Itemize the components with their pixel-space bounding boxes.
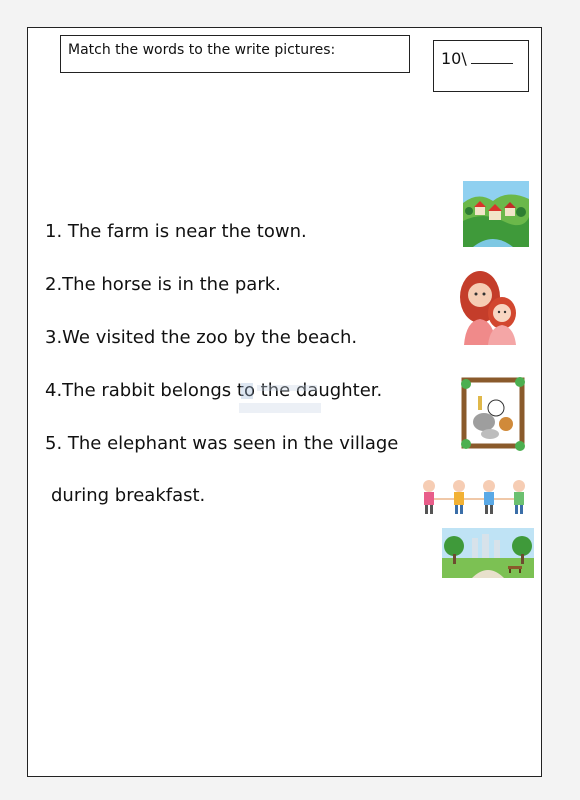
sentence-1: 1. The farm is near the town. — [45, 221, 307, 242]
park-picture — [442, 528, 534, 578]
village-picture — [463, 181, 529, 247]
instruction-box — [60, 35, 410, 73]
zoo-animals-picture — [460, 374, 526, 452]
score-label: 10\ — [441, 49, 467, 68]
mother-daughter-picture — [458, 267, 522, 345]
sentence-5-continued: during breakfast. — [51, 485, 206, 506]
sentence-4: 4.The rabbit belongs to the daughter. — [45, 380, 383, 401]
score-box — [433, 40, 529, 92]
watermark-logo — [233, 381, 328, 421]
instruction-text: Match the words to the write pictures: — [68, 42, 336, 58]
sentence-3: 3.We visited the zoo by the beach. — [45, 327, 358, 348]
sentence-2: 2.The horse is in the park. — [45, 274, 281, 295]
worksheet-page — [27, 27, 542, 777]
sentence-5: 5. The elephant was seen in the village — [45, 433, 399, 454]
score-blank — [471, 51, 513, 64]
children-picture — [415, 477, 533, 517]
